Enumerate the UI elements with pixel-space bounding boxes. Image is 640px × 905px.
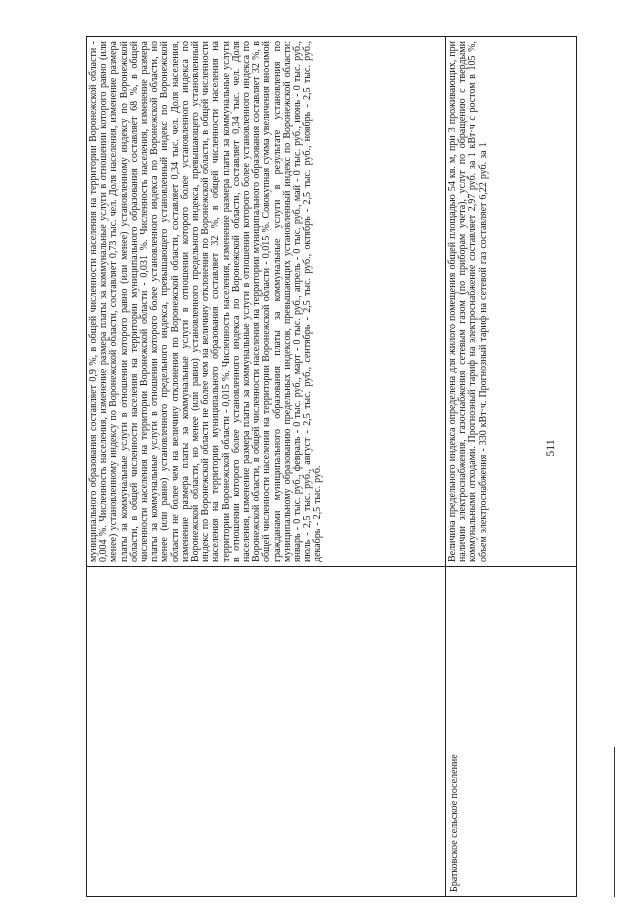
page-number: 511 [543,439,557,457]
description-text: Величина предельного индекса определена для жилого помещения общей площадью 54 кв. м, при 3 проживающих, при наличии электроснабжения, газоснабжения сетевым газом (по приборам учета), услуг по обращению с твердыми коммунальными отходами. Прогнозный тариф на электроснабжение составляет 2,97 руб. за 1 кВт·ч с ростом в 105 %, объем электроснабжения - 330 кВт·ч. Прогнозный тариф на сетевой газ составляет 6,22 руб. за 1 [447,41,489,562]
description-text: муниципального образования составляет 0,9 %, в общей численности населения на территории Воронежской области - 0,004 %. Численность населения, изменение размера платы за коммунальные услуги в отношении которого равно (или менее) установленному индексу по Воронежской области, составляет 0,73 тыс. чел. Доля населения, изменение размера платы за коммунальные услуги в отношении которого равно (или менее) установленному индексу по Воронежской области, в общей численности населения на территории муниципального образования составляет 68 %, в общей численности населения на территории Воронежской области - 0,031 %. Численность населения, изменение размера платы за коммунальные услуги в отношении которого более установленного индекса по Воронежской области, но менее (или равно) установленного предельного индекса, превышающего установленный индекс по Воронежской области не более чем на величину отклонения по Воронежской области, составляет 0,34 тыс. чел. Доля населения, изменение размера платы за коммунальные услуги в отношении которого более установленного индекса по Воронежской области, но менее (или равно) установленного предельного индекса, превышающего установленный индекс по Воронежской области не более чем на величину отклонения по Воронежской области, в общей численности населения на территории муниципального образования составляет 32 %, в общей численности населения на территории Воронежской области - 0,015 %. Численность населения, изменение размера платы за коммунальные услуги в отношении которого более установленного индекса по Воронежской области, составляет 0,34 тыс. чел. Доля населения, изменение размера платы за коммунальные услуги в отношении которого более установленного индекса по Воронежской области, в общей численности населения на территории муниципального образования составляет 32 %, в общей численности населения на территории Воронежской области - 0,015 %. Совокупная сумма увеличения вносимой гражданами муниципального образования платы за коммунальные услуги в результате установления по муниципальному образованию предельных индексов, превышающих установленный индекс по Воронежской области: январь - 0 тыс. руб., февраль - 0 тыс. руб., март - 0 тыс. руб., апрель - 0 тыс. руб., май - 0 тыс. руб., июнь - 0 тыс. руб., июль - 2,5 тыс. руб., август - 2,5 тыс. руб., сентябрь - 2,5 тыс. руб., октябрь - 2,5 тыс. руб., ноябрь - 2,5 тыс. руб., декабрь - 2,5 тыс. руб. [88,41,324,562]
settlement-name [87,567,93,896]
description-cell [87,37,446,567]
settlement-name: Братковское сельское поселение [449,754,460,892]
footnote-divider [614,747,615,897]
table-row [87,37,446,897]
index-table [86,36,577,897]
description-cell [446,37,577,567]
settlement-cell [446,567,577,897]
settlement-cell [87,567,446,897]
table-row [446,37,577,897]
